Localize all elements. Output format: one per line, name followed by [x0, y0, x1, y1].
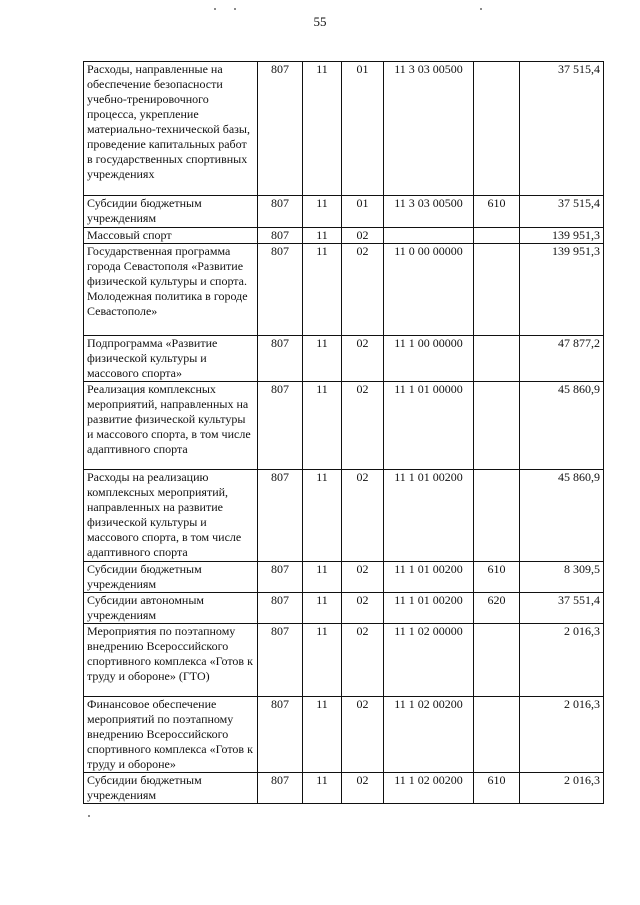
row-section: 11: [303, 196, 342, 228]
page-number: 55: [313, 14, 327, 29]
table-row: [84, 336, 604, 382]
scan-speck: [88, 815, 90, 817]
row-amount: 37 515,4: [520, 62, 604, 196]
row-section: 11: [303, 244, 342, 336]
row-expense-type: 610: [474, 562, 520, 593]
table-row: [84, 562, 604, 593]
row-amount: 8 309,5: [520, 562, 604, 593]
row-subsection: 02: [342, 624, 384, 697]
row-subsection: 02: [342, 593, 384, 624]
row-ministry: 807: [258, 336, 303, 382]
table-row: [84, 196, 604, 228]
row-expense-type: [474, 382, 520, 470]
row-amount: 45 860,9: [520, 382, 604, 470]
budget-table: [83, 61, 604, 804]
row-section: 11: [303, 593, 342, 624]
row-amount: 139 951,3: [520, 244, 604, 336]
row-name: Субсидии бюджетным учреждениям: [84, 196, 258, 228]
row-expense-type: 610: [474, 773, 520, 804]
row-ministry: 807: [258, 196, 303, 228]
row-section: 11: [303, 773, 342, 804]
row-amount: 139 951,3: [520, 228, 604, 244]
table-row: [84, 593, 604, 624]
scan-speck: [214, 8, 216, 10]
row-amount: 37 551,4: [520, 593, 604, 624]
row-name: Субсидии бюджетным учреждениям: [84, 562, 258, 593]
table-body: [84, 62, 604, 804]
row-ministry: 807: [258, 593, 303, 624]
row-target-code: 11 1 01 00200: [384, 562, 474, 593]
row-ministry: 807: [258, 470, 303, 562]
table-row: [84, 624, 604, 697]
row-name: Массовый спорт: [84, 228, 258, 244]
row-section: 11: [303, 562, 342, 593]
row-expense-type: 610: [474, 196, 520, 228]
row-section: 11: [303, 470, 342, 562]
table-row: [84, 470, 604, 562]
row-name: Мероприятия по поэтапному внедрению Всероссийского спортивного комплекса «Готов к труду и обороне» (ГТО): [84, 624, 258, 697]
row-name: Финансовое обеспечение мероприятий по поэтапному внедрению Всероссийского спортивного комплекса «Готов к труду и обороне»: [84, 697, 258, 773]
row-target-code: 11 1 02 00200: [384, 773, 474, 804]
row-ministry: 807: [258, 382, 303, 470]
table-row: [84, 773, 604, 804]
row-subsection: 01: [342, 62, 384, 196]
table-row: [84, 228, 604, 244]
row-subsection: 02: [342, 773, 384, 804]
row-target-code: 11 1 01 00200: [384, 470, 474, 562]
row-section: 11: [303, 228, 342, 244]
row-subsection: 02: [342, 336, 384, 382]
row-section: 11: [303, 382, 342, 470]
row-amount: 37 515,4: [520, 196, 604, 228]
row-target-code: 11 1 02 00200: [384, 697, 474, 773]
row-amount: 2 016,3: [520, 773, 604, 804]
row-name: Расходы на реализацию комплексных мероприятий, направленных на развитие физической культуры и массового спорта, в том числе адаптивного спорта: [84, 470, 258, 562]
row-section: 11: [303, 697, 342, 773]
row-name: Государственная программа города Севастополя «Развитие физической культуры и спорта. Молодежная политика в городе Севастополе»: [84, 244, 258, 336]
row-name: Реализация комплексных мероприятий, направленных на развитие физической культуры и массового спорта, в том числе адаптивного спорта: [84, 382, 258, 470]
row-ministry: 807: [258, 62, 303, 196]
scan-speck: [234, 8, 236, 10]
row-subsection: 02: [342, 697, 384, 773]
row-subsection: 02: [342, 382, 384, 470]
row-ministry: 807: [258, 773, 303, 804]
row-name: Субсидии автономным учреждениям: [84, 593, 258, 624]
row-amount: 2 016,3: [520, 697, 604, 773]
row-ministry: 807: [258, 697, 303, 773]
row-subsection: 02: [342, 228, 384, 244]
row-ministry: 807: [258, 562, 303, 593]
row-expense-type: [474, 697, 520, 773]
row-section: 11: [303, 62, 342, 196]
row-expense-type: [474, 228, 520, 244]
row-subsection: 02: [342, 244, 384, 336]
row-target-code: 11 3 03 00500: [384, 196, 474, 228]
row-target-code: 11 3 03 00500: [384, 62, 474, 196]
table-row: [84, 697, 604, 773]
row-section: 11: [303, 624, 342, 697]
row-amount: 47 877,2: [520, 336, 604, 382]
row-amount: 2 016,3: [520, 624, 604, 697]
row-ministry: 807: [258, 624, 303, 697]
row-expense-type: [474, 244, 520, 336]
row-name: Расходы, направленные на обеспечение безопасности учебно-тренировочного процесса, укрепление материально-технической базы, проведение капитальных работ в государственных спортивных учреждениях: [84, 62, 258, 196]
table-row: [84, 62, 604, 196]
row-subsection: 02: [342, 562, 384, 593]
row-subsection: 02: [342, 470, 384, 562]
row-expense-type: [474, 336, 520, 382]
row-target-code: 11 1 01 00000: [384, 382, 474, 470]
row-name: Субсидии бюджетным учреждениям: [84, 773, 258, 804]
table-row: [84, 382, 604, 470]
row-ministry: 807: [258, 244, 303, 336]
scan-speck: [480, 8, 482, 10]
row-amount: 45 860,9: [520, 470, 604, 562]
row-target-code: 11 1 01 00200: [384, 593, 474, 624]
row-expense-type: [474, 62, 520, 196]
row-target-code: 11 1 00 00000: [384, 336, 474, 382]
row-expense-type: [474, 624, 520, 697]
row-section: 11: [303, 336, 342, 382]
row-target-code: 11 1 02 00000: [384, 624, 474, 697]
table-row: [84, 244, 604, 336]
row-target-code: [384, 228, 474, 244]
row-target-code: 11 0 00 00000: [384, 244, 474, 336]
row-expense-type: 620: [474, 593, 520, 624]
row-expense-type: [474, 470, 520, 562]
row-ministry: 807: [258, 228, 303, 244]
row-subsection: 01: [342, 196, 384, 228]
row-name: Подпрограмма «Развитие физической культуры и массового спорта»: [84, 336, 258, 382]
